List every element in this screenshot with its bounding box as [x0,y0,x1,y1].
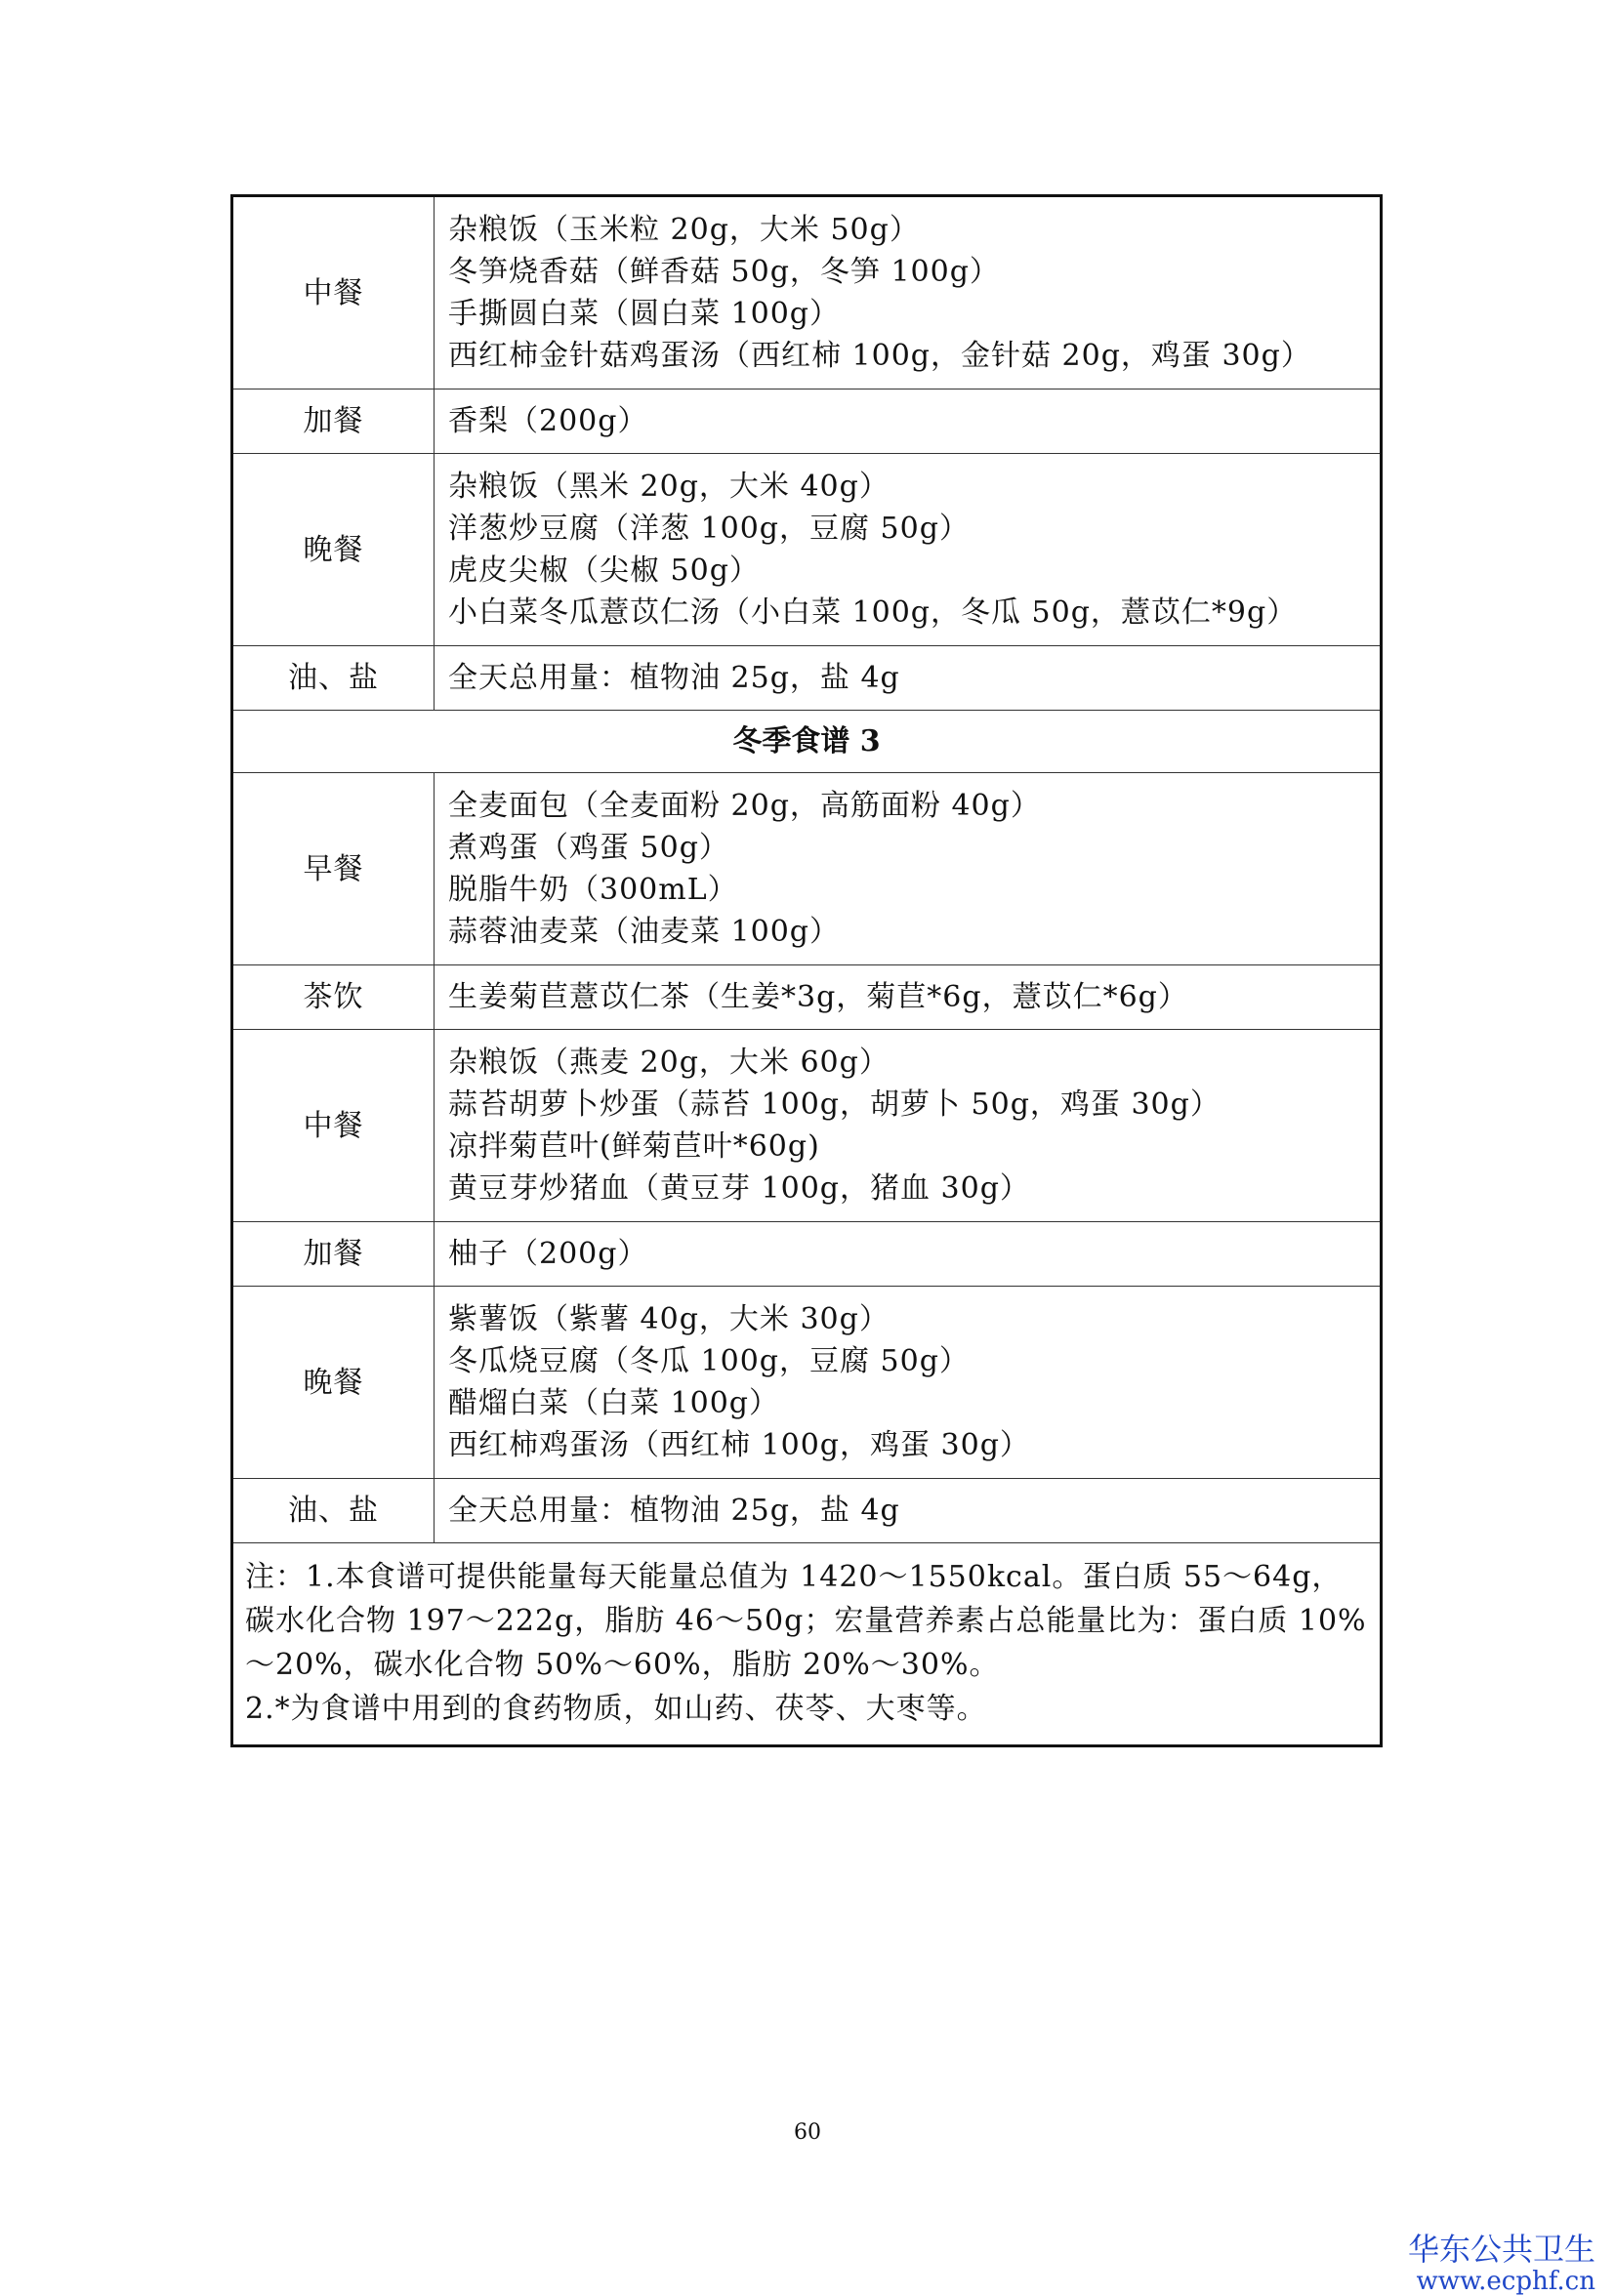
meal-item: 冬笋烧香菇（鲜香菇 50g，冬笋 100g） [448,255,1000,289]
meal-item: 醋熘白菜（白菜 100g） [448,1386,780,1420]
note-line-1: 注：1.本食谱可提供能量每天能量总值为 1420～1550kcal。蛋白质 55～64g，碳水化合物 197～222g，脂肪 46～50g；宏量营养素占总能量比为：蛋白质 10%～20%，碳水化合物 50%～60%，脂肪 20%～30%。 [245,1560,1367,1682]
meal-label: 加餐 [232,390,435,454]
meal-item: 煮鸡蛋（鸡蛋 50g） [448,831,729,865]
meal-items [435,646,1382,711]
meal-items [435,1287,1382,1479]
meal-label: 茶饮 [232,965,435,1030]
note-cell [232,1543,1382,1746]
meal-item: 西红柿金针菇鸡蛋汤（西红柿 100g，金针菇 20g，鸡蛋 30g） [448,339,1311,373]
watermark-name: 华东公共卫生 [1407,2231,1595,2268]
meal-label: 油、盐 [232,1479,435,1543]
meal-item: 洋葱炒豆腐（洋葱 100g，豆腐 50g） [448,512,970,546]
meal-label: 油、盐 [232,646,435,711]
meal-row [232,646,1382,711]
meal-items [435,965,1382,1030]
meal-row [232,390,1382,454]
meal-row [232,965,1382,1030]
meal-item: 手撕圆白菜（圆白菜 100g） [448,297,841,331]
section-title: 冬季食谱 3 [232,711,1382,773]
meal-item: 生姜菊苣薏苡仁茶（生姜*3g，菊苣*6g，薏苡仁*6g） [448,980,1188,1014]
meal-item: 紫薯饭（紫薯 40g，大米 30g） [448,1302,890,1336]
page-number: 60 [794,2120,821,2145]
meal-items [435,390,1382,454]
meal-items [435,454,1382,646]
note-row [232,1543,1382,1746]
watermark [1408,2232,1595,2296]
meal-item: 全天总用量：植物油 25g，盐 4g [448,1494,900,1528]
meal-row [232,1287,1382,1479]
meal-item: 蒜蓉油麦菜（油麦菜 100g） [448,915,841,949]
meal-label: 晚餐 [232,454,435,646]
meal-row [232,196,1382,390]
meal-item: 黄豆芽炒猪血（黄豆芽 100g，猪血 30g） [448,1171,1030,1206]
meal-label: 晚餐 [232,1287,435,1479]
meal-row [232,454,1382,646]
meal-item: 脱脂牛奶（300mL） [448,873,738,907]
meal-item: 虎皮尖椒（尖椒 50g） [448,554,760,588]
meal-items [435,1222,1382,1287]
meal-items [435,196,1382,390]
meal-item: 凉拌菊苣叶(鲜菊苣叶*60g) [448,1129,820,1164]
meal-label: 加餐 [232,1222,435,1287]
meal-items [435,773,1382,965]
meal-item: 柚子（200g） [448,1237,648,1271]
meal-item: 全天总用量：植物油 25g，盐 4g [448,661,900,695]
note-line-2: 2.*为食谱中用到的食药物质，如山药、茯苓、大枣等。 [245,1692,987,1726]
meal-item: 冬瓜烧豆腐（冬瓜 100g，豆腐 50g） [448,1344,970,1378]
meal-row [232,1479,1382,1543]
meal-label: 早餐 [232,773,435,965]
meal-label: 中餐 [232,1030,435,1222]
meal-row [232,773,1382,965]
meal-item: 杂粮饭（玉米粒 20g，大米 50g） [448,213,920,247]
menu-table-body [232,196,1382,1543]
menu-table [230,194,1383,1747]
meal-item: 全麦面包（全麦面粉 20g，高筋面粉 40g） [448,789,1041,823]
meal-item: 蒜苔胡萝卜炒蛋（蒜苔 100g，胡萝卜 50g，鸡蛋 30g） [448,1087,1221,1122]
meal-item: 杂粮饭（黑米 20g，大米 40g） [448,470,890,504]
meal-row [232,1222,1382,1287]
section-row [232,711,1382,773]
meal-item: 西红柿鸡蛋汤（西红柿 100g，鸡蛋 30g） [448,1428,1030,1462]
meal-items [435,1479,1382,1543]
watermark-url: www.ecphf.cn [1416,2267,1595,2296]
meal-item: 小白菜冬瓜薏苡仁汤（小白菜 100g，冬瓜 50g，薏苡仁*9g） [448,595,1298,630]
meal-row [232,1030,1382,1222]
meal-item: 香梨（200g） [448,404,648,438]
meal-label: 中餐 [232,196,435,390]
meal-item: 杂粮饭（燕麦 20g，大米 60g） [448,1046,890,1080]
meal-items [435,1030,1382,1222]
